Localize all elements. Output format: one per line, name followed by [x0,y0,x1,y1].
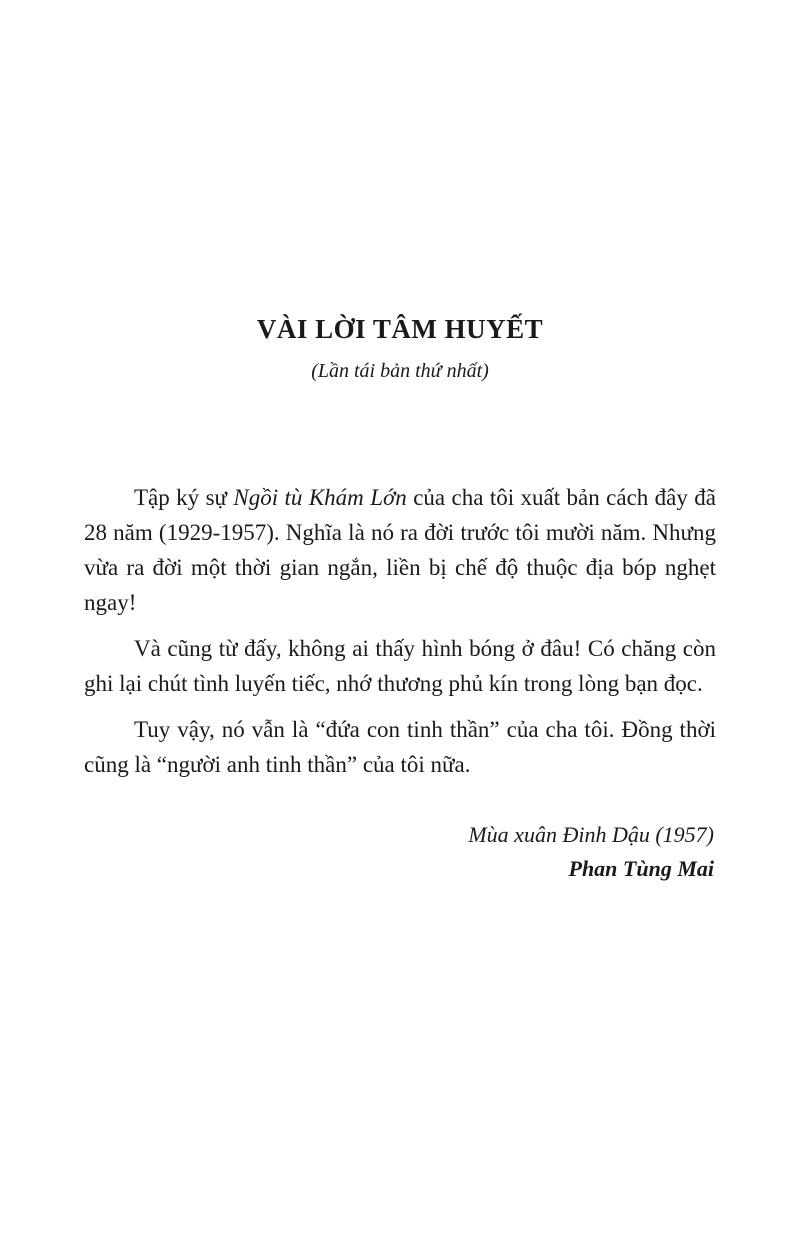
signature-author: Phan Tùng Mai [568,856,714,881]
page-title: VÀI LỜI TÂM HUYẾT [256,314,544,344]
paragraph-1 [84,480,716,620]
paragraph-1-start: Tập ký sự [134,485,234,510]
paragraph-2: Và cũng từ đấy, không ai thấy hình bóng ở đâu! Có chăng còn ghi lại chút tình luyến tiếc, nhớ thương phủ kín trong lòng bạn đọc. [84,636,716,696]
page-subtitle: (Lần tái bản thứ nhất) [311,360,489,382]
body-text [84,480,716,793]
book-title: Ngồi tù Khám Lớn [233,485,407,510]
paragraph-1-rest: của cha tôi xuất bản cách đây đã 28 năm (1929-1957). Nghĩa là nó ra đời trước tôi mười năm. Nhưng vừa ra đời một thời gian ngắn, liền bị chế độ thuộc địa bóp nghẹt ngay! [84,485,717,615]
signature-date: Mùa xuân Đinh Dậu (1957) [468,822,714,847]
paragraph-3: Tuy vậy, nó vẫn là “đứa con tinh thần” của cha tôi. Đồng thời cũng là “người anh tinh thần” của tôi nữa. [84,717,716,777]
